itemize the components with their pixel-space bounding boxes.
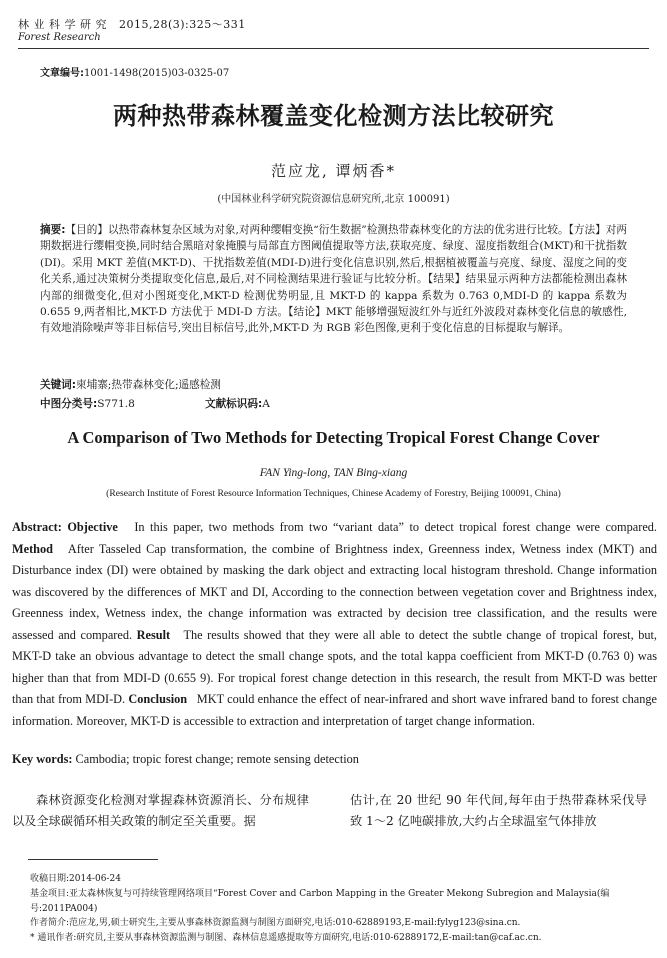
abstract-en-label: Abstract:	[12, 520, 62, 534]
method-text: After Tasseled Cap transformation, the combine of Brightness index, Greenness index, Wetness index (MKT) and Disturbance index (DI) were obtained by masking the dark object and extracting local histogram threshold. Change information was discovered by the differences of MKT and DI, According to the connection between vegetation cover and Brightness index, Greenness index, Wetness index, the change information was extracted by decision tree classification, and the results were assessed and compared.	[12, 541, 658, 642]
abstract-en	[12, 517, 657, 732]
doc-code	[205, 396, 270, 411]
clc-label: 中图分类号:	[40, 398, 98, 410]
result-label: Result	[136, 627, 171, 642]
footnotes	[14, 872, 653, 946]
authors-en: FAN Ying-long, TAN Bing-xiang	[259, 467, 408, 479]
abstract-cn-label: 摘要:	[40, 224, 66, 236]
running-header	[18, 18, 246, 44]
article-number	[40, 64, 229, 79]
affiliation-en: (Research Institute of Forest Resource Information Techniques, Chinese Academy of Forestry, Beijing 100091, China)	[106, 488, 561, 499]
article-number-label: 文章编号:	[40, 68, 84, 79]
title-cn: 两种热带森林覆盖变化检测方法比较研究	[113, 102, 554, 130]
body-column-left: 森林资源变化检测对掌握森林资源消长、分布规律以及全球碳循环相关政策的制定至关重要。据	[12, 793, 309, 828]
keywords-cn-text: 柬埔寨;热带森林变化;遥感检测	[76, 379, 221, 391]
journal-name-cn: 林 业 科 学 研 究	[18, 18, 107, 31]
doc-code-label: 文献标识码:	[205, 398, 263, 410]
doc-code-value: A	[262, 398, 270, 410]
keywords-en-label: Key words:	[12, 752, 73, 766]
authors-cn: 范应龙, 谭炳香*	[270, 162, 397, 180]
abstract-cn-text: 【目的】以热带森林复杂区域为对象,对两种缨帽变换“衍生数据”检测热带森林变化的方法的优劣进行比较。【方法】对两期数据进行缨帽变换,同时结合黑暗对象掩膜与局部直方图阈值提取等方法,获取亮度、绿度、湿度指数组合(MKT)和干扰指数(DI)。采用 MKT 差值(MKT-D)、干扰指数差值(MDI-D)进行变化信息识别,然后,根据植被覆盖与亮度、绿度、湿度之间的变化关系,通过决策树分类提取变化信息,最后,对不同检测结果进行验证与比较分析。【结果】结果显示两种方法都能检测出森林内部的细微变化,但对小图斑变化,MKT-D 检测优势明显,且 MKT-D 的 kappa 系数为 0.763 0,MDI-D 的 kappa 系数为 0.655 9,两者相比,MKT-D 方法优于 MDI-D 方法。【结论】MKT 能够增强短波红外与近红外波段对森林变化信息的敏感性,有效地消除噪声等非目标信号,突出目标信号,此外,MKT-D 为 RGB 彩色图像,更利于变化信息的目标提取与解译。	[40, 224, 627, 335]
method-label: Method	[12, 541, 53, 556]
affiliation-cn: (中国林业科学研究院资源信息研究所,北京 100091)	[217, 194, 450, 205]
title-en: A Comparison of Two Methods for Detecting Tropical Forest Change Cover	[67, 428, 600, 447]
footnote-fund: 基金项目:亚太森林恢复与可持续管理网络项目“Forest Cover and Carbon Mapping in the Greater Mekong Subregion and Malaysia(编号:2011PA004)	[30, 888, 610, 914]
result-text: The results showed that they were all able to detect the subtle change of tropical forest, but, MKT-D take an obvious advantage to detect the small change spots, and the total kappa coefficient from MKT-D (0.763 0) was higher than that from MDI-D (0.655 9). For tropical forest change detection in this research, the result from MKT-D was better than that from MDI-D.	[12, 627, 657, 706]
article-number-value: 1001-1498(2015)03-0325-07	[84, 68, 230, 79]
footnote-author: 作者简介:范应龙,男,硕士研究生,主要从事森林资源监测与制图方面研究,电话:010-62889193,E-mail:fylyg123@sina.cn.	[30, 918, 521, 929]
issue-info: 2015,28(3):325～331	[118, 18, 246, 31]
conclusion-label: Conclusion	[128, 692, 188, 706]
objective-label: Objective	[67, 520, 118, 534]
abstract-cn	[40, 222, 627, 337]
keywords-en-text: Cambodia; tropic forest change; remote sensing detection	[75, 752, 359, 766]
keywords-cn-label: 关键词:	[40, 379, 77, 391]
conclusion-text: MKT could enhance the effect of near-infrared and short wave infrared band to forest change information. Moreover, MKT-D is accessible to extraction and interpretation of target change information.	[12, 692, 657, 728]
journal-name-en: Forest Research	[18, 32, 101, 43]
objective-text: In this paper, two methods from two “variant data” to detect tropical forest change were compared.	[134, 520, 657, 534]
keywords-cn	[40, 377, 221, 392]
footnote-corresponding: * 通讯作者:研究员,主要从事森林资源监测与制图、森林信息遥感提取等方面研究,电话:010-62889172,E-mail:tan@caf.ac.cn.	[30, 933, 542, 944]
keywords-en	[12, 752, 359, 767]
header-divider	[18, 48, 649, 49]
body-column-right: 估计,在 20 世纪 90 年代间,每年由于热带森林采伐导致 1～2 亿吨碳排放,大约占全球温室气体排放	[350, 793, 647, 828]
footnote-divider	[28, 859, 158, 860]
footnote-received: 收稿日期:2014-06-24	[30, 874, 121, 884]
clc-value: S771.8	[97, 398, 135, 410]
classification-row	[40, 396, 440, 411]
